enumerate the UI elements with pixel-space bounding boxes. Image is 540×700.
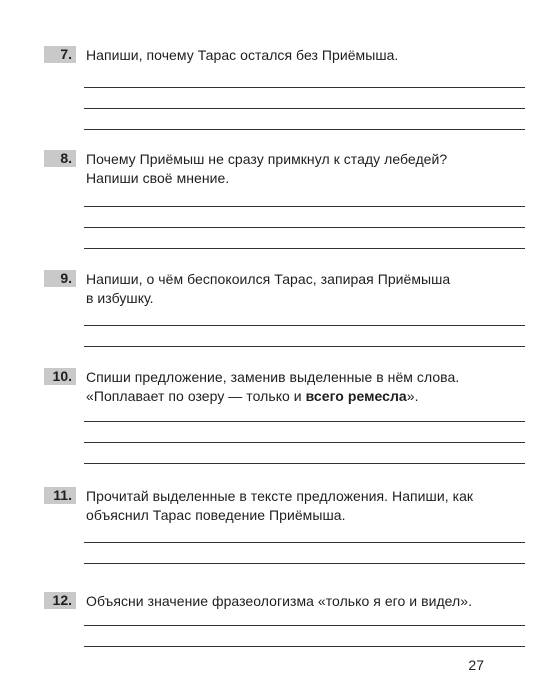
task-text-line: Объясни значение фразеологизма «только я его и видел». bbox=[86, 593, 473, 609]
answer-line bbox=[84, 625, 525, 626]
page-number: 27 bbox=[468, 657, 484, 673]
task-number: 11. bbox=[44, 487, 76, 504]
answer-line bbox=[84, 248, 525, 249]
answer-line bbox=[84, 463, 525, 464]
answer-line bbox=[84, 206, 525, 207]
task-text-line bbox=[86, 387, 484, 406]
answer-line bbox=[84, 346, 525, 347]
answer-line bbox=[84, 227, 525, 228]
answer-line bbox=[84, 108, 525, 109]
quote-text: «Поплавает по озеру — только и bbox=[86, 388, 306, 404]
answer-line bbox=[84, 87, 525, 88]
task-text-line: Напиши своё мнение. bbox=[86, 170, 230, 186]
task-text-line: Спиши предложение, заменив выделенные в нём слова. bbox=[86, 369, 460, 385]
task-text bbox=[86, 368, 484, 406]
task-text-line: объяснил Тарас поведение Приёмыша. bbox=[86, 507, 346, 523]
task-text-line: Напиши, почему Тарас остался без Приёмыша. bbox=[86, 47, 399, 63]
task-text bbox=[86, 592, 484, 611]
task-text-line: Почему Приёмыш не сразу примкнул к стаду лебедей? bbox=[86, 151, 448, 167]
task-number: 9. bbox=[44, 270, 76, 287]
task-text-line: в избушку. bbox=[86, 290, 154, 306]
answer-line bbox=[84, 442, 525, 443]
task-number: 10. bbox=[44, 368, 76, 385]
highlighted-words: всего ремесла bbox=[305, 388, 407, 404]
task-text-line: Напиши, о чём беспокоился Тарас, запирая Приёмыша bbox=[86, 271, 451, 287]
answer-line bbox=[84, 129, 525, 130]
answer-line bbox=[84, 421, 525, 422]
task-text bbox=[86, 487, 484, 525]
quote-end: ». bbox=[406, 388, 419, 404]
task-text bbox=[86, 270, 484, 308]
task-number: 12. bbox=[44, 592, 76, 609]
task-number: 7. bbox=[44, 46, 76, 63]
answer-line bbox=[84, 325, 525, 326]
answer-line bbox=[84, 542, 525, 543]
answer-line bbox=[84, 563, 525, 564]
task-text bbox=[86, 150, 484, 188]
task-text-line: Прочитай выделенные в тексте предложения. Напиши, как bbox=[86, 488, 474, 504]
task-text bbox=[86, 46, 484, 65]
task-number: 8. bbox=[44, 150, 76, 167]
answer-line bbox=[84, 646, 525, 647]
